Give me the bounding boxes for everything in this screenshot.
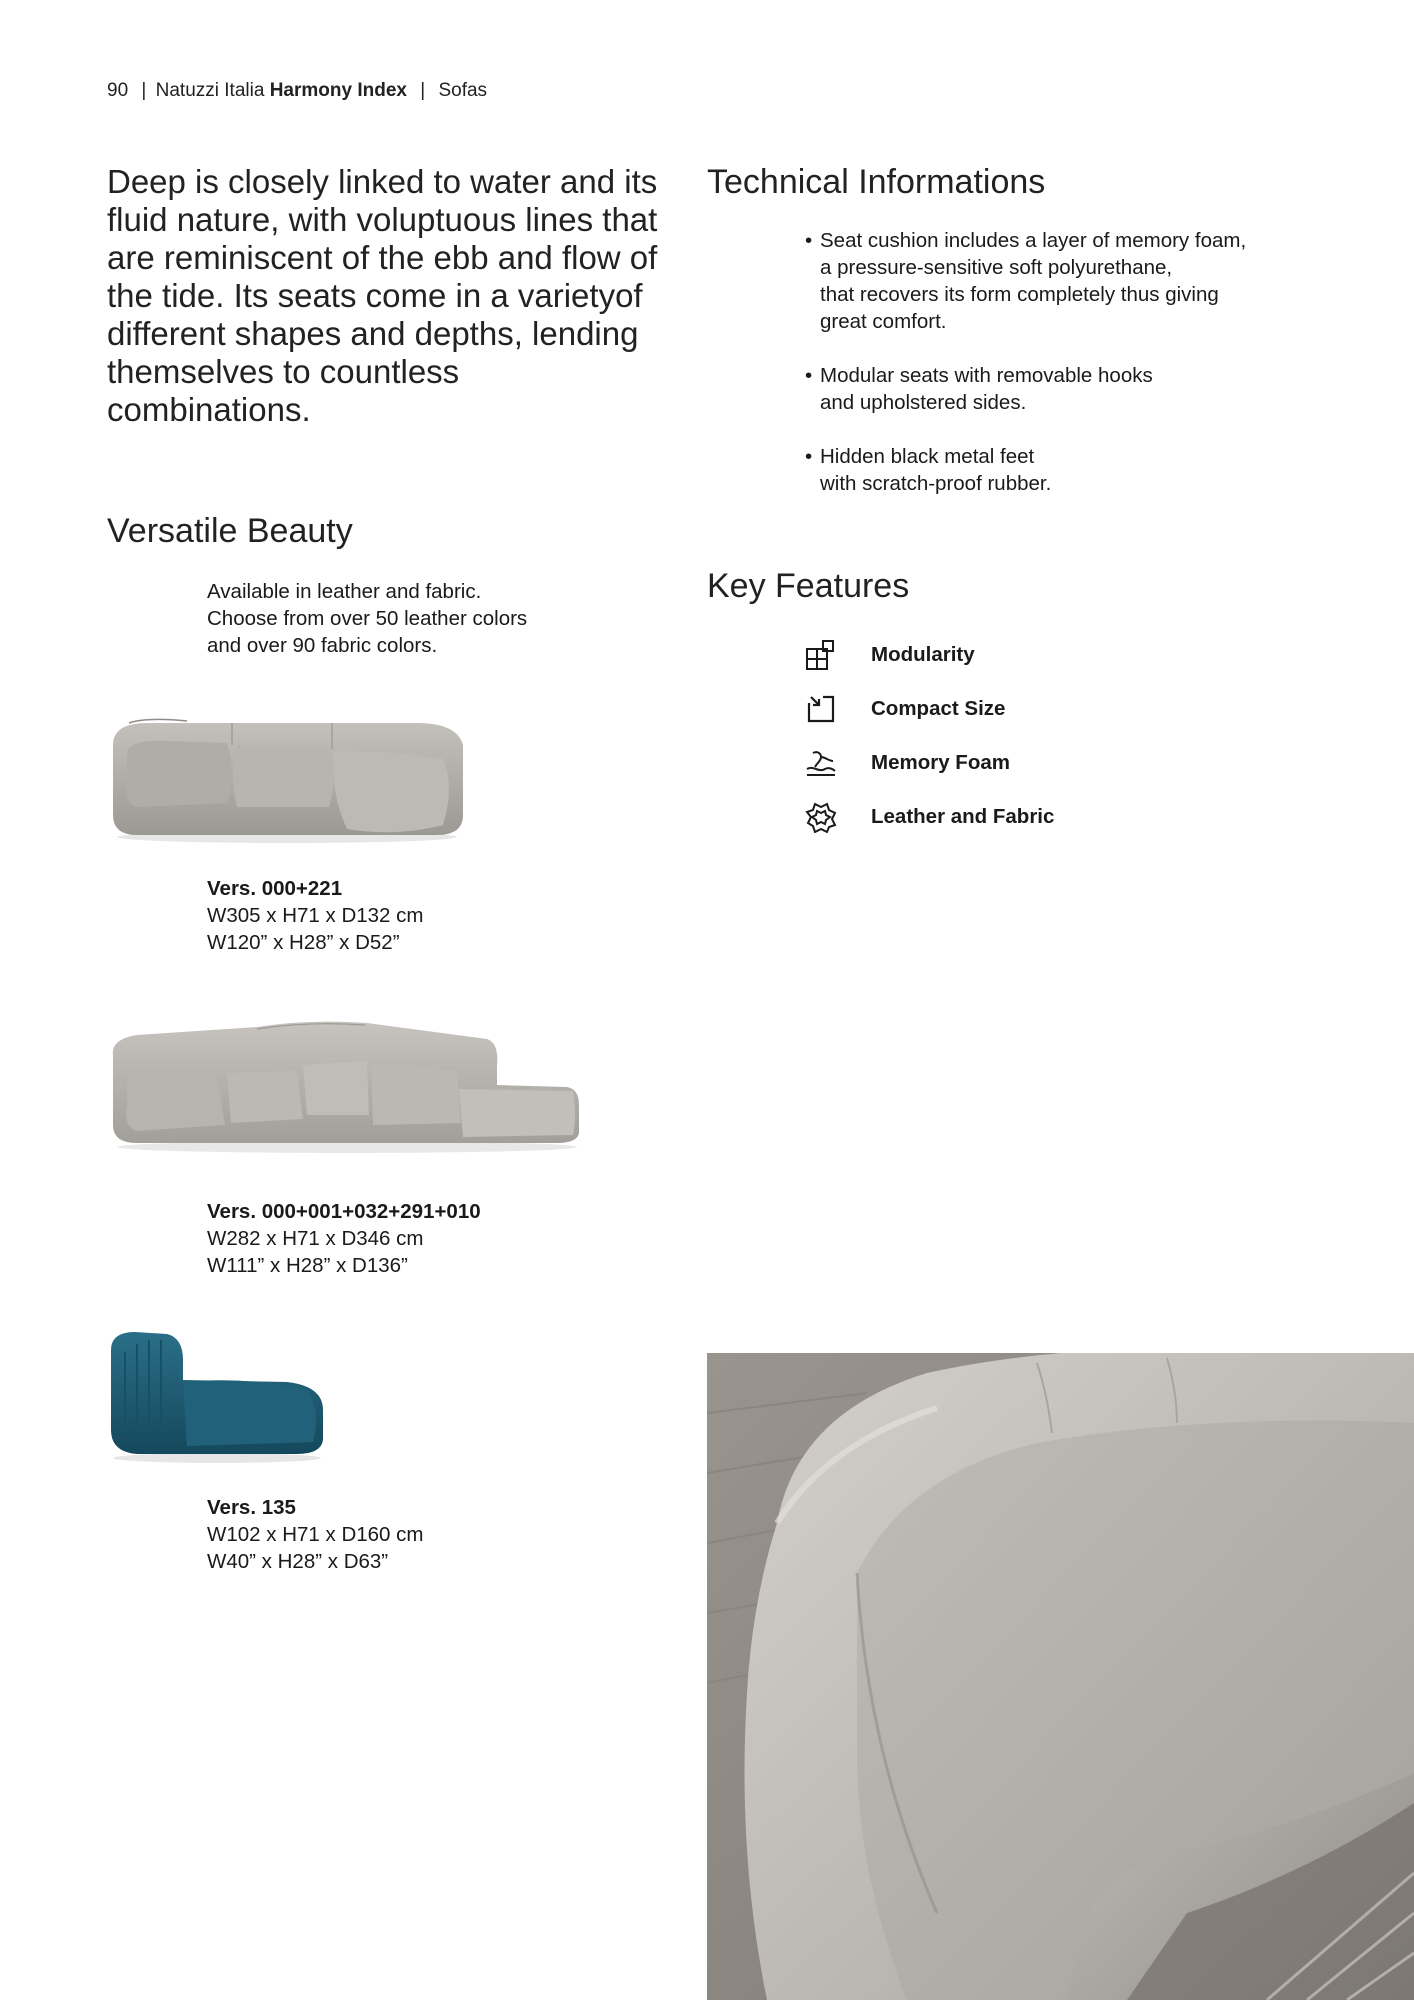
version-metric: W305 x H71 x D132 cm	[207, 904, 424, 927]
feature-label: Memory Foam	[871, 751, 1010, 774]
technical-info-list	[805, 227, 1285, 524]
bullet-line: and upholstered sides.	[820, 391, 1027, 414]
technical-info-title: Technical Informations	[707, 163, 1046, 201]
feature-item	[805, 736, 1054, 790]
bullet-line: • Seat cushion includes a layer of memory foam,	[820, 229, 1247, 252]
brand-name: Natuzzi Italia	[155, 80, 265, 101]
memory-foam-icon	[805, 747, 837, 779]
bullet-line: a pressure-sensitive soft polyurethane,	[820, 256, 1173, 279]
header-separator-2: |	[420, 80, 426, 101]
version-spec	[207, 1494, 423, 1575]
leather-fabric-icon	[805, 801, 837, 833]
version-code: Vers. 135	[207, 1496, 296, 1519]
sofa-image-vers-135	[107, 1330, 327, 1465]
page-header	[107, 80, 487, 102]
modularity-icon	[805, 639, 837, 671]
bullet-line: great comfort.	[820, 310, 947, 333]
versatile-line: Choose from over 50 leather colors	[207, 607, 528, 630]
bullet-line: that recovers its form completely thus giving	[820, 283, 1219, 306]
version-imperial: W40” x H28” x D63”	[207, 1550, 389, 1573]
version-code: Vers. 000+221	[207, 877, 343, 900]
compact-size-icon	[805, 693, 837, 725]
version-imperial: W111” x H28” x D136”	[207, 1254, 408, 1277]
versatile-line: Available in leather and fabric.	[207, 580, 482, 603]
technical-bullet	[805, 227, 1285, 335]
version-metric: W102 x H71 x D160 cm	[207, 1523, 424, 1546]
feature-item	[805, 628, 1054, 682]
intro-paragraph: Deep is closely linked to water and its fluid nature, with voluptuous lines that are reminiscent of the ebb and flow of the tide. Its seats come in a varietyof different shapes and depths, lending themselves to countless combinations.	[107, 163, 658, 428]
page-number: 90	[107, 80, 129, 101]
technical-bullet	[805, 362, 1285, 416]
feature-label: Modularity	[871, 643, 975, 666]
key-features-list	[805, 628, 1054, 844]
version-spec	[207, 875, 423, 956]
feature-label: Leather and Fabric	[871, 805, 1055, 828]
bullet-line: • Hidden black metal feet	[820, 445, 1035, 468]
feature-item	[805, 682, 1054, 736]
section-name: Sofas	[438, 80, 488, 101]
feature-label: Compact Size	[871, 697, 1006, 720]
sofa-closeup-photo	[707, 1353, 1414, 2000]
version-metric: W282 x H71 x D346 cm	[207, 1227, 424, 1250]
version-imperial: W120” x H28” x D52”	[207, 931, 400, 954]
version-code: Vers. 000+001+032+291+010	[207, 1200, 481, 1223]
index-title: Harmony Index	[269, 80, 407, 101]
versatile-beauty-text	[207, 578, 527, 659]
header-separator: |	[141, 80, 147, 101]
key-features-title: Key Features	[707, 567, 910, 605]
versatile-beauty-title: Versatile Beauty	[107, 512, 353, 550]
bullet-line: • Modular seats with removable hooks	[820, 364, 1153, 387]
versatile-line: and over 90 fabric colors.	[207, 634, 438, 657]
sofa-image-vers-000-001-032-291-010	[107, 1015, 582, 1155]
sofa-image-vers-000-221	[107, 715, 467, 845]
version-spec	[207, 1198, 481, 1279]
bullet-line: with scratch-proof rubber.	[820, 472, 1052, 495]
technical-bullet	[805, 443, 1285, 497]
feature-item	[805, 790, 1054, 844]
